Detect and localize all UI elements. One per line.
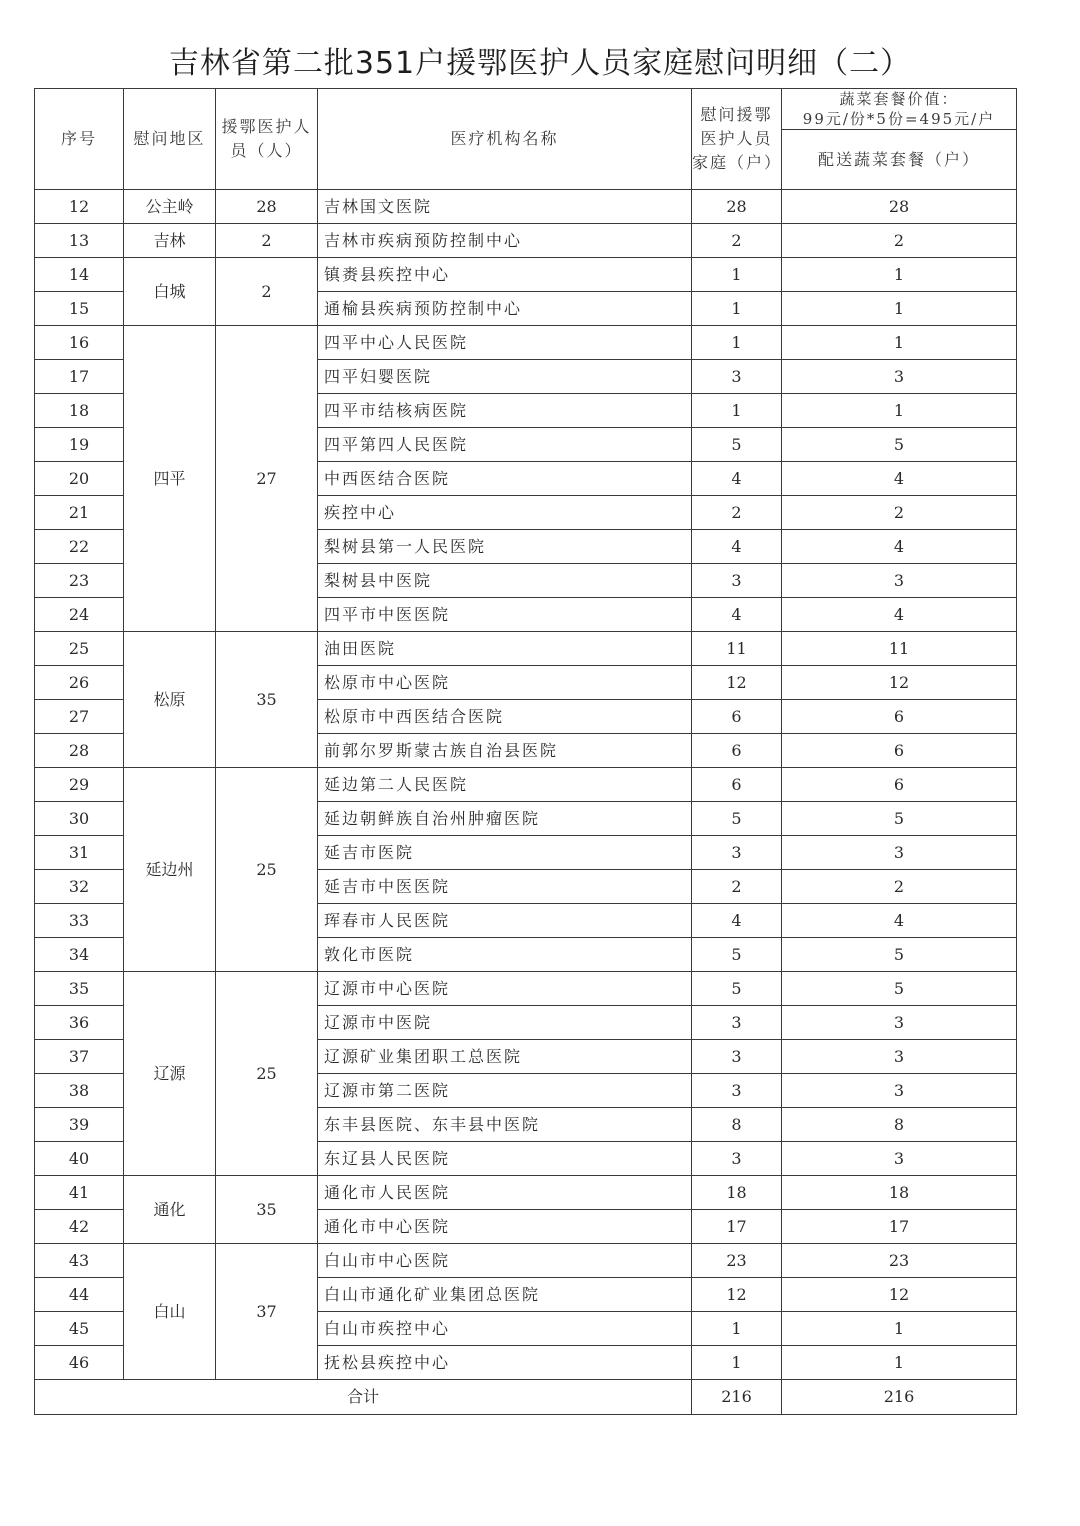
area-cell: 白城	[124, 258, 216, 326]
delivered-cell: 5	[782, 802, 1017, 836]
seq-cell: 24	[35, 598, 124, 632]
org-name-cell: 辽源矿业集团职工总医院	[318, 1040, 692, 1074]
delivered-cell: 3	[782, 1006, 1017, 1040]
header-seq: 序号	[35, 89, 124, 190]
seq-cell: 20	[35, 462, 124, 496]
seq-cell: 41	[35, 1176, 124, 1210]
delivered-cell: 5	[782, 428, 1017, 462]
families-cell: 6	[692, 700, 782, 734]
area-cell: 松原	[124, 632, 216, 768]
seq-cell: 21	[35, 496, 124, 530]
delivered-cell: 6	[782, 768, 1017, 802]
seq-cell: 12	[35, 190, 124, 224]
seq-cell: 28	[35, 734, 124, 768]
staff-cell: 25	[216, 768, 318, 972]
delivered-cell: 1	[782, 292, 1017, 326]
table-row	[35, 632, 1017, 666]
families-cell: 4	[692, 904, 782, 938]
org-name-cell: 四平第四人民医院	[318, 428, 692, 462]
families-cell: 4	[692, 598, 782, 632]
delivered-cell: 4	[782, 462, 1017, 496]
org-name-cell: 辽源市第二医院	[318, 1074, 692, 1108]
org-name-cell: 中西医结合医院	[318, 462, 692, 496]
table-row	[35, 258, 1017, 292]
delivered-cell: 18	[782, 1176, 1017, 1210]
table-row	[35, 1244, 1017, 1278]
delivered-cell: 12	[782, 666, 1017, 700]
delivered-cell: 4	[782, 530, 1017, 564]
total-families: 216	[692, 1380, 782, 1415]
families-cell: 2	[692, 870, 782, 904]
seq-cell: 31	[35, 836, 124, 870]
staff-cell: 28	[216, 190, 318, 224]
seq-cell: 25	[35, 632, 124, 666]
delivered-cell: 1	[782, 1312, 1017, 1346]
org-name-cell: 抚松县疾控中心	[318, 1346, 692, 1380]
seq-cell: 27	[35, 700, 124, 734]
delivered-cell: 1	[782, 394, 1017, 428]
org-name-cell: 辽源市中医院	[318, 1006, 692, 1040]
total-row	[35, 1380, 1017, 1415]
families-cell: 5	[692, 972, 782, 1006]
seq-cell: 36	[35, 1006, 124, 1040]
delivered-cell: 11	[782, 632, 1017, 666]
delivered-cell: 3	[782, 360, 1017, 394]
org-name-cell: 通化市人民医院	[318, 1176, 692, 1210]
delivered-cell: 8	[782, 1108, 1017, 1142]
delivered-cell: 23	[782, 1244, 1017, 1278]
org-name-cell: 通化市中心医院	[318, 1210, 692, 1244]
org-name-cell: 延吉市中医医院	[318, 870, 692, 904]
families-cell: 4	[692, 462, 782, 496]
seq-cell: 18	[35, 394, 124, 428]
seq-cell: 40	[35, 1142, 124, 1176]
area-cell: 延边州	[124, 768, 216, 972]
org-name-cell: 前郭尔罗斯蒙古族自治县医院	[318, 734, 692, 768]
seq-cell: 32	[35, 870, 124, 904]
org-name-cell: 白山市疾控中心	[318, 1312, 692, 1346]
delivered-cell: 1	[782, 258, 1017, 292]
families-cell: 3	[692, 1040, 782, 1074]
table-row	[35, 1176, 1017, 1210]
org-name-cell: 吉林市疾病预防控制中心	[318, 224, 692, 258]
table-row	[35, 972, 1017, 1006]
org-name-cell: 延边第二人民医院	[318, 768, 692, 802]
families-cell: 2	[692, 496, 782, 530]
seq-cell: 37	[35, 1040, 124, 1074]
delivered-cell: 28	[782, 190, 1017, 224]
families-cell: 1	[692, 1346, 782, 1380]
seq-cell: 35	[35, 972, 124, 1006]
seq-cell: 29	[35, 768, 124, 802]
org-name-cell: 吉林国文医院	[318, 190, 692, 224]
org-name-cell: 梨树县第一人民医院	[318, 530, 692, 564]
families-cell: 18	[692, 1176, 782, 1210]
area-cell: 四平	[124, 326, 216, 632]
seq-cell: 15	[35, 292, 124, 326]
document-title: 吉林省第二批351户援鄂医护人员家庭慰问明细（二）	[168, 46, 912, 81]
seq-cell: 23	[35, 564, 124, 598]
org-name-cell: 东辽县人民医院	[318, 1142, 692, 1176]
org-name-cell: 油田医院	[318, 632, 692, 666]
delivered-cell: 3	[782, 1040, 1017, 1074]
delivered-cell: 12	[782, 1278, 1017, 1312]
seq-cell: 42	[35, 1210, 124, 1244]
seq-cell: 22	[35, 530, 124, 564]
area-cell: 白山	[124, 1244, 216, 1380]
families-cell: 8	[692, 1108, 782, 1142]
families-cell: 4	[692, 530, 782, 564]
delivered-cell: 5	[782, 972, 1017, 1006]
area-cell: 吉林	[124, 224, 216, 258]
seq-cell: 43	[35, 1244, 124, 1278]
org-name-cell: 四平市结核病医院	[318, 394, 692, 428]
seq-cell: 13	[35, 224, 124, 258]
area-cell: 通化	[124, 1176, 216, 1244]
seq-cell: 33	[35, 904, 124, 938]
seq-cell: 16	[35, 326, 124, 360]
seq-cell: 39	[35, 1108, 124, 1142]
delivered-cell: 4	[782, 904, 1017, 938]
total-label: 合计	[35, 1380, 692, 1415]
seq-cell: 30	[35, 802, 124, 836]
seq-cell: 17	[35, 360, 124, 394]
staff-cell: 2	[216, 224, 318, 258]
families-cell: 11	[692, 632, 782, 666]
families-cell: 28	[692, 190, 782, 224]
families-cell: 23	[692, 1244, 782, 1278]
org-name-cell: 白山市通化矿业集团总医院	[318, 1278, 692, 1312]
org-name-cell: 白山市中心医院	[318, 1244, 692, 1278]
header-package-value-line2: 99元/份*5份=495元/户	[802, 110, 996, 129]
header-families: 慰问援鄂医护人员家庭（户）	[692, 89, 782, 190]
delivered-cell: 17	[782, 1210, 1017, 1244]
families-cell: 1	[692, 394, 782, 428]
org-name-cell: 四平市中医医院	[318, 598, 692, 632]
total-delivered: 216	[782, 1380, 1017, 1415]
org-name-cell: 敦化市医院	[318, 938, 692, 972]
header-delivered: 配送蔬菜套餐（户）	[782, 130, 1017, 190]
delivered-cell: 2	[782, 496, 1017, 530]
org-name-cell: 东丰县医院、东丰县中医院	[318, 1108, 692, 1142]
delivered-cell: 3	[782, 836, 1017, 870]
families-cell: 5	[692, 428, 782, 462]
families-cell: 3	[692, 564, 782, 598]
families-cell: 17	[692, 1210, 782, 1244]
staff-cell: 37	[216, 1244, 318, 1380]
seq-cell: 45	[35, 1312, 124, 1346]
org-name-cell: 四平中心人民医院	[318, 326, 692, 360]
header-area: 慰问地区	[124, 89, 216, 190]
header-org: 医疗机构名称	[318, 89, 692, 190]
delivered-cell: 4	[782, 598, 1017, 632]
families-cell: 3	[692, 836, 782, 870]
seq-cell: 38	[35, 1074, 124, 1108]
staff-cell: 27	[216, 326, 318, 632]
families-cell: 1	[692, 292, 782, 326]
seq-cell: 46	[35, 1346, 124, 1380]
staff-cell: 2	[216, 258, 318, 326]
delivered-cell: 1	[782, 1346, 1017, 1380]
staff-cell: 35	[216, 1176, 318, 1244]
seq-cell: 19	[35, 428, 124, 462]
families-cell: 6	[692, 734, 782, 768]
org-name-cell: 松原市中心医院	[318, 666, 692, 700]
families-cell: 2	[692, 224, 782, 258]
families-cell: 1	[692, 326, 782, 360]
families-cell: 3	[692, 1006, 782, 1040]
seq-cell: 44	[35, 1278, 124, 1312]
header-package-value-line1: 蔬菜套餐价值：	[839, 90, 959, 109]
org-name-cell: 通榆县疾病预防控制中心	[318, 292, 692, 326]
seq-cell: 14	[35, 258, 124, 292]
families-cell: 3	[692, 1074, 782, 1108]
families-cell: 5	[692, 802, 782, 836]
delivered-cell: 6	[782, 734, 1017, 768]
staff-cell: 35	[216, 632, 318, 768]
header-package-value	[782, 89, 1017, 130]
delivered-cell: 3	[782, 1142, 1017, 1176]
table-row	[35, 326, 1017, 360]
table-header	[35, 89, 1017, 190]
seq-cell: 34	[35, 938, 124, 972]
org-name-cell: 珲春市人民医院	[318, 904, 692, 938]
org-name-cell: 疾控中心	[318, 496, 692, 530]
families-cell: 1	[692, 1312, 782, 1346]
org-name-cell: 延吉市医院	[318, 836, 692, 870]
org-name-cell: 延边朝鲜族自治州肿瘤医院	[318, 802, 692, 836]
org-name-cell: 松原市中西医结合医院	[318, 700, 692, 734]
area-cell: 辽源	[124, 972, 216, 1176]
org-name-cell: 梨树县中医院	[318, 564, 692, 598]
families-cell: 3	[692, 360, 782, 394]
families-cell: 12	[692, 666, 782, 700]
delivered-cell: 2	[782, 224, 1017, 258]
families-cell: 5	[692, 938, 782, 972]
families-cell: 6	[692, 768, 782, 802]
delivered-cell: 3	[782, 1074, 1017, 1108]
delivered-cell: 3	[782, 564, 1017, 598]
header-staff: 援鄂医护人员（人）	[216, 89, 318, 190]
families-cell: 3	[692, 1142, 782, 1176]
seq-cell: 26	[35, 666, 124, 700]
area-cell: 公主岭	[124, 190, 216, 224]
delivered-cell: 1	[782, 326, 1017, 360]
table-row	[35, 224, 1017, 258]
staff-cell: 25	[216, 972, 318, 1176]
org-name-cell: 四平妇婴医院	[318, 360, 692, 394]
org-name-cell: 镇赉县疾控中心	[318, 258, 692, 292]
table-body	[35, 190, 1017, 1380]
condolence-table	[34, 88, 1017, 1415]
table-row	[35, 768, 1017, 802]
delivered-cell: 6	[782, 700, 1017, 734]
delivered-cell: 2	[782, 870, 1017, 904]
org-name-cell: 辽源市中心医院	[318, 972, 692, 1006]
families-cell: 12	[692, 1278, 782, 1312]
families-cell: 1	[692, 258, 782, 292]
delivered-cell: 5	[782, 938, 1017, 972]
table-row	[35, 190, 1017, 224]
